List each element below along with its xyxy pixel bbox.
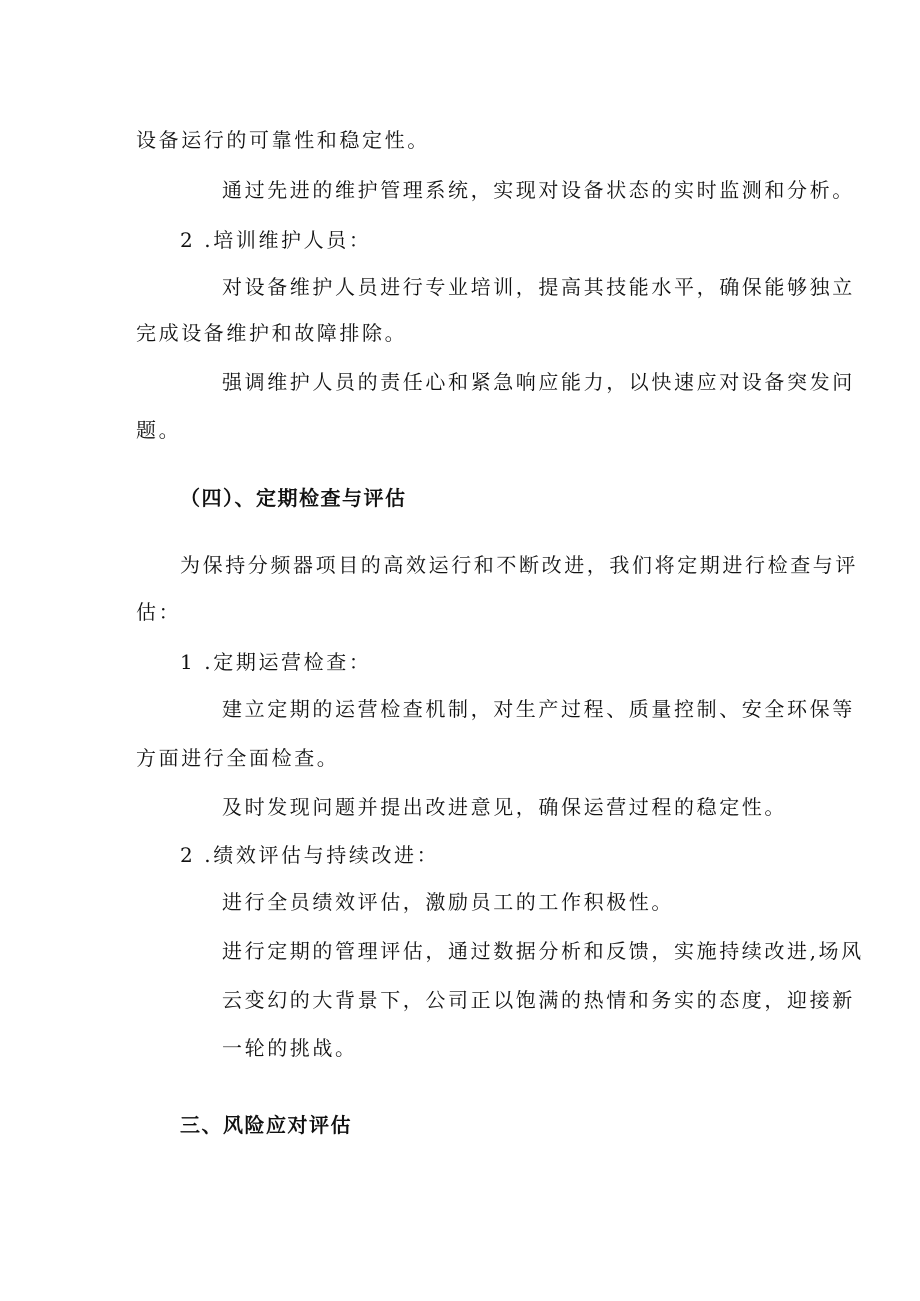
paragraph-line: 强调维护人员的责任心和紧急响应能力，以快速应对设备突发问 [222,370,855,394]
paragraph-line: 进行定期的管理评估，通过数据分析和反馈，实施持续改进,场风 [222,939,864,963]
section-heading: （四）、定期检查与评估 [180,486,407,510]
paragraph-line: 云变幻的大背景下，公司正以饱满的热情和务实的态度，迎接新 [222,988,855,1012]
paragraph-line: 建立定期的运营检查机制，对生产过程、质量控制、安全环保等 [222,697,855,721]
paragraph-line: 一轮的挑战。 [222,1036,358,1060]
paragraph-line: 题。 [136,418,182,442]
paragraph-line: 方面进行全面检查。 [136,746,340,770]
list-item-heading: 2 .培训维护人员： [180,228,372,252]
paragraph-line: 估： [136,600,182,624]
paragraph-line: 设备运行的可靠性和稳定性。 [136,128,430,152]
paragraph-line: 对设备维护人员进行专业培训，提高其技能水平，确保能够独立 [222,275,855,299]
paragraph-line: 为保持分频器项目的高效运行和不断改进，我们将定期进行检查与评 [180,553,858,577]
list-item-heading: 2 .绩效评估与持续改进： [180,843,440,867]
paragraph-line: 通过先进的维护管理系统，实现对设备状态的实时监测和分析。 [222,178,855,202]
paragraph-line: 及时发现问题并提出改进意见，确保运营过程的稳定性。 [222,795,787,819]
paragraph-line: 进行全员绩效评估，激励员工的工作积极性。 [222,890,674,914]
list-item-heading: 1 .定期运营检查： [180,650,372,674]
chapter-heading: 三、风险应对评估 [180,1113,352,1137]
paragraph-line: 完成设备维护和故障排除。 [136,321,408,345]
